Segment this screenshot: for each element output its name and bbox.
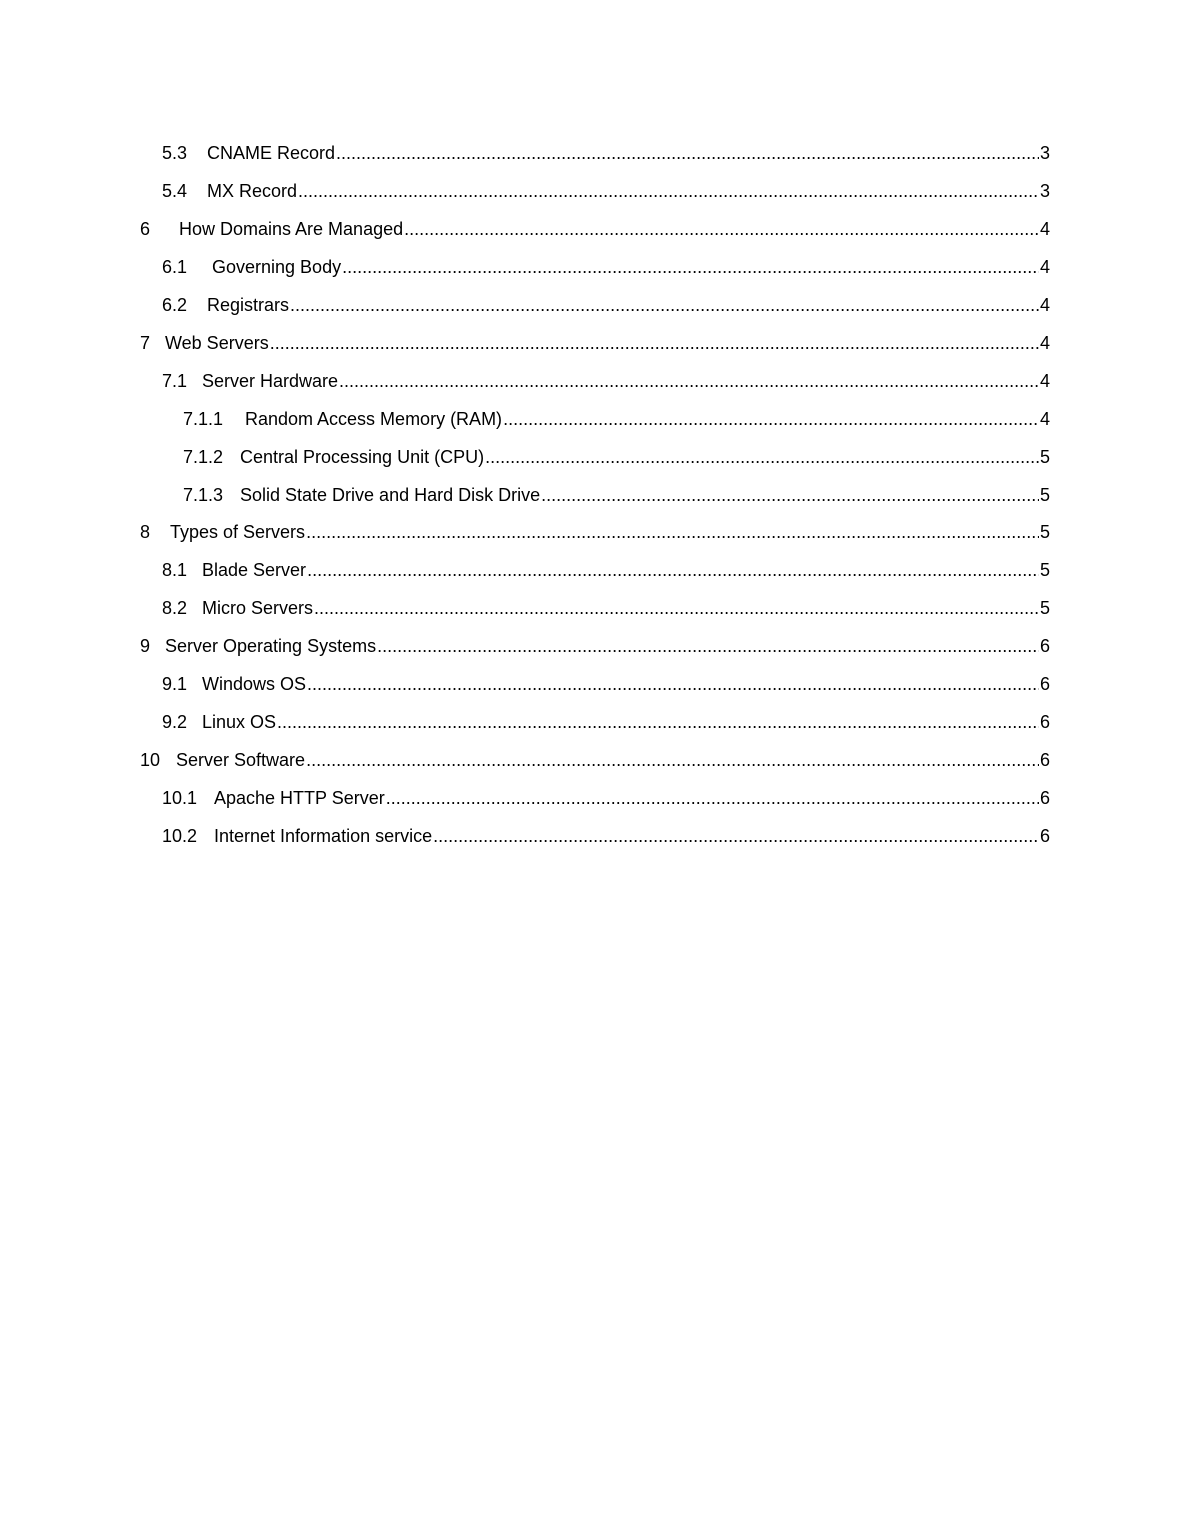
toc-entry-number: 8.1: [162, 560, 188, 580]
toc-entry-number: 5.3: [162, 143, 188, 163]
toc-dot-leader: [503, 400, 1039, 438]
toc-entry-title: Types of Servers: [170, 522, 306, 542]
toc-entry-number: 10.2: [162, 826, 198, 846]
toc-entry-number: 9.1: [162, 674, 188, 694]
toc-entry-page: 6: [1039, 788, 1050, 808]
toc-dot-leader: [404, 210, 1039, 248]
toc-dot-leader: [298, 172, 1039, 210]
toc-entry-title: Internet Information service: [214, 826, 433, 846]
toc-dot-leader: [377, 627, 1039, 665]
toc-entry-page: 6: [1039, 712, 1050, 732]
toc-entry-number: 5.4: [162, 181, 188, 201]
toc-dot-leader: [485, 438, 1039, 476]
toc-dot-leader: [336, 134, 1039, 172]
toc-entry-page: 4: [1039, 371, 1050, 391]
toc-entry-page: 4: [1039, 295, 1050, 315]
toc-entry-title: Server Hardware: [202, 371, 339, 391]
toc-entry[interactable]: [183, 438, 1050, 476]
toc-entry-page: 6: [1039, 636, 1050, 656]
toc-entry-title: Server Operating Systems: [165, 636, 377, 656]
toc-entry-title: Server Software: [176, 750, 306, 770]
toc-entry-title: Solid State Drive and Hard Disk Drive: [240, 485, 541, 505]
toc-entry-number: 6: [140, 219, 151, 239]
toc-entry-page: 6: [1039, 674, 1050, 694]
toc-entry-title: Windows OS: [202, 674, 307, 694]
toc-entry-page: 6: [1039, 826, 1050, 846]
toc-entry-number: 10.1: [162, 788, 198, 808]
toc-entry[interactable]: [162, 703, 1050, 741]
toc-entry-number: 10: [140, 750, 161, 770]
toc-entry-number: 7.1.1: [183, 409, 224, 429]
toc-entry-number: 7.1.2: [183, 447, 224, 467]
toc-entry-page: 4: [1039, 219, 1050, 239]
toc-entry[interactable]: [140, 741, 1050, 779]
toc-entry[interactable]: [162, 817, 1050, 855]
toc-entry-number: 6.1: [162, 257, 188, 277]
toc-entry-page: 3: [1039, 181, 1050, 201]
toc-entry-title: MX Record: [207, 181, 298, 201]
toc-entry[interactable]: [162, 589, 1050, 627]
toc-dot-leader: [433, 817, 1039, 855]
toc-dot-leader: [342, 248, 1039, 286]
toc-entry[interactable]: [140, 513, 1050, 551]
toc-dot-leader: [541, 476, 1039, 514]
toc-dot-leader: [306, 513, 1039, 551]
toc-entry-page: 5: [1039, 485, 1050, 505]
toc-entry-number: 6.2: [162, 295, 188, 315]
toc-entry[interactable]: [140, 210, 1050, 248]
toc-entry[interactable]: [140, 627, 1050, 665]
toc-entry-title: Micro Servers: [202, 598, 314, 618]
toc-entry-page: 5: [1039, 598, 1050, 618]
toc-entry[interactable]: [183, 476, 1050, 514]
toc-entry-number: 9: [140, 636, 151, 656]
toc-entry-number: 9.2: [162, 712, 188, 732]
toc-entry-title: CNAME Record: [207, 143, 336, 163]
toc-entry-page: 4: [1039, 409, 1050, 429]
toc-dot-leader: [386, 779, 1039, 817]
toc-entry-page: 5: [1039, 560, 1050, 580]
toc-entry-title: Linux OS: [202, 712, 277, 732]
toc-entry-title: Random Access Memory (RAM): [245, 409, 503, 429]
toc-dot-leader: [270, 324, 1039, 362]
toc-dot-leader: [307, 551, 1039, 589]
toc-entry-number: 7.1.3: [183, 485, 224, 505]
toc-entry-title: Central Processing Unit (CPU): [240, 447, 485, 467]
toc-dot-leader: [307, 665, 1039, 703]
toc-entry-number: 8.2: [162, 598, 188, 618]
toc-entry-title: Web Servers: [165, 333, 269, 353]
toc-entry-page: 4: [1039, 257, 1050, 277]
toc-entry-number: 7.1: [162, 371, 188, 391]
toc-entry-page: 6: [1039, 750, 1050, 770]
toc-dot-leader: [306, 741, 1039, 779]
toc-dot-leader: [290, 286, 1039, 324]
toc-entry[interactable]: [162, 665, 1050, 703]
toc-entry-title: Apache HTTP Server: [214, 788, 385, 808]
toc-entry[interactable]: [162, 286, 1050, 324]
toc-entry[interactable]: [162, 551, 1050, 589]
toc-entry[interactable]: [140, 324, 1050, 362]
toc-entry[interactable]: [162, 248, 1050, 286]
toc-entry-page: 4: [1039, 333, 1050, 353]
toc-entry-page: 3: [1039, 143, 1050, 163]
toc-entry-title: Blade Server: [202, 560, 307, 580]
toc-entry-title: Registrars: [207, 295, 290, 315]
toc-entry-number: 8: [140, 522, 151, 542]
toc-dot-leader: [277, 703, 1039, 741]
toc-entry[interactable]: [183, 400, 1050, 438]
toc-entry[interactable]: [162, 134, 1050, 172]
toc-entry[interactable]: [162, 362, 1050, 400]
toc-entry[interactable]: [162, 172, 1050, 210]
toc-entry-page: 5: [1039, 522, 1050, 542]
toc-dot-leader: [339, 362, 1039, 400]
toc-entry-title: How Domains Are Managed: [179, 219, 404, 239]
toc-entry-number: 7: [140, 333, 151, 353]
toc-entry[interactable]: [162, 779, 1050, 817]
toc-entry-title: Governing Body: [212, 257, 342, 277]
toc-entry-page: 5: [1039, 447, 1050, 467]
toc-dot-leader: [314, 589, 1039, 627]
